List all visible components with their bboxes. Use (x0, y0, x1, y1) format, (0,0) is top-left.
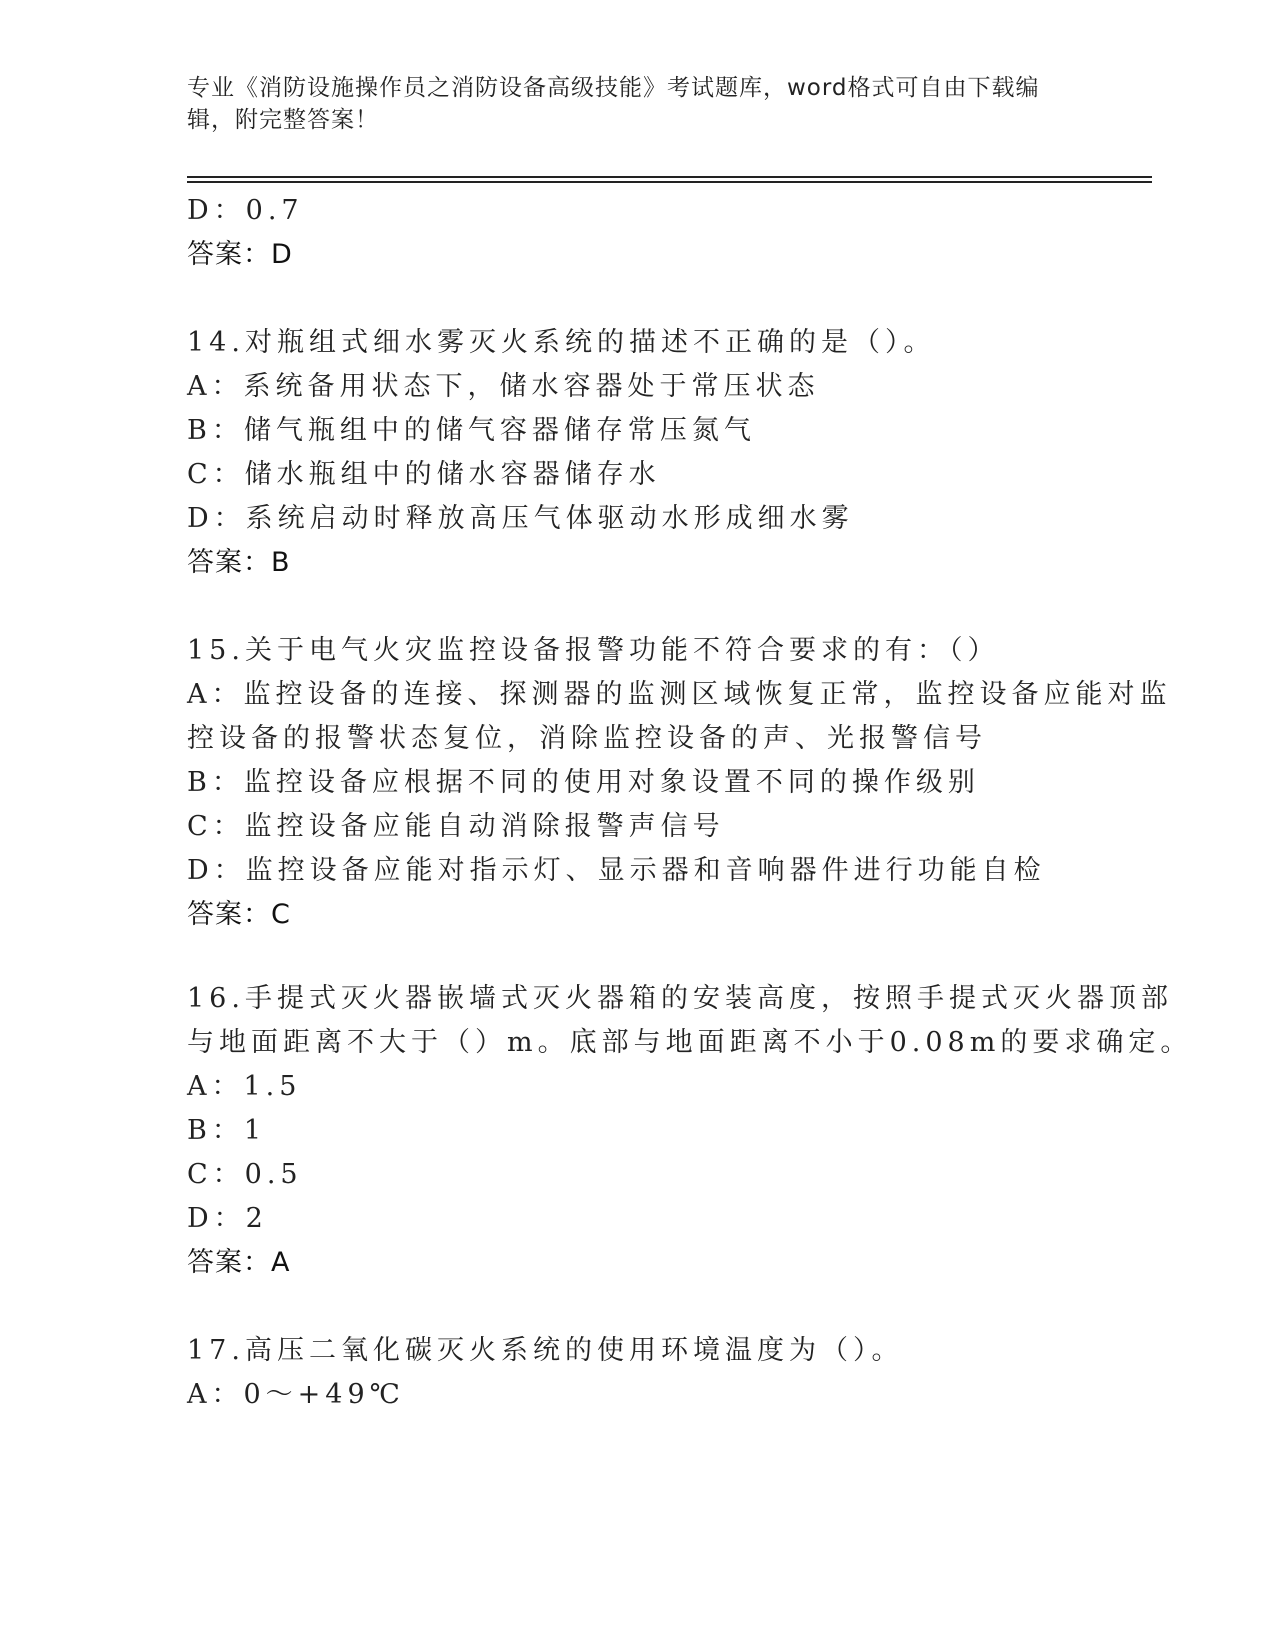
header-divider-bottom (187, 181, 1152, 183)
option-d: D：系统启动时释放高压气体驱动水形成细水雾 (187, 503, 854, 534)
option-d: D：2 (187, 1203, 268, 1234)
option-d: D：监控设备应能对指示灯、显示器和音响器件进行功能自检 (187, 855, 1046, 886)
question-15: 15.关于电气火灾监控设备报警功能不符合要求的有：（） (187, 635, 1000, 666)
question-17: 17.高压二氧化碳灭火系统的使用环境温度为（）。 (187, 1335, 904, 1366)
page-header: 专业《消防设施操作员之消防设备高级技能》考试题库，word格式可自由下载编辑，附完整答案！ (187, 75, 1040, 133)
option-a: A：系统备用状态下，储水容器处于常压状态 (187, 371, 820, 402)
answer: 答案：A (187, 1247, 291, 1278)
answer: 答案：D (187, 239, 293, 270)
answer: 答案：B (187, 547, 291, 578)
option-d: D：0.7 (187, 195, 304, 226)
question-14: 14.对瓶组式细水雾灭火系统的描述不正确的是（）。 (187, 327, 936, 358)
option-a-continued: 控设备的报警状态复位，消除监控设备的声、光报警信号 (187, 723, 987, 754)
option-b: B：监控设备应根据不同的使用对象设置不同的操作级别 (187, 767, 980, 798)
option-c: C：监控设备应能自动消除报警声信号 (187, 811, 725, 842)
option-c: C：0.5 (187, 1159, 303, 1190)
header-divider-top (187, 176, 1152, 178)
option-a: A：1.5 (187, 1071, 302, 1102)
question-16-continued: 与地面距离不大于（）m。底部与地面距离不小于0.08m的要求确定。 (187, 1027, 1193, 1058)
question-16: 16.手提式灭火器嵌墙式灭火器箱的安装高度，按照手提式灭火器顶部 (187, 983, 1173, 1014)
option-c: C：储水瓶组中的储水容器储存水 (187, 459, 661, 490)
option-a: A：0～+49℃ (187, 1379, 405, 1410)
answer: 答案：C (187, 899, 291, 930)
option-b: B：储气瓶组中的储气容器储存常压氮气 (187, 415, 756, 446)
option-a: A：监控设备的连接、探测器的监测区域恢复正常，监控设备应能对监 (187, 679, 1172, 710)
option-b: B：1 (187, 1115, 267, 1146)
